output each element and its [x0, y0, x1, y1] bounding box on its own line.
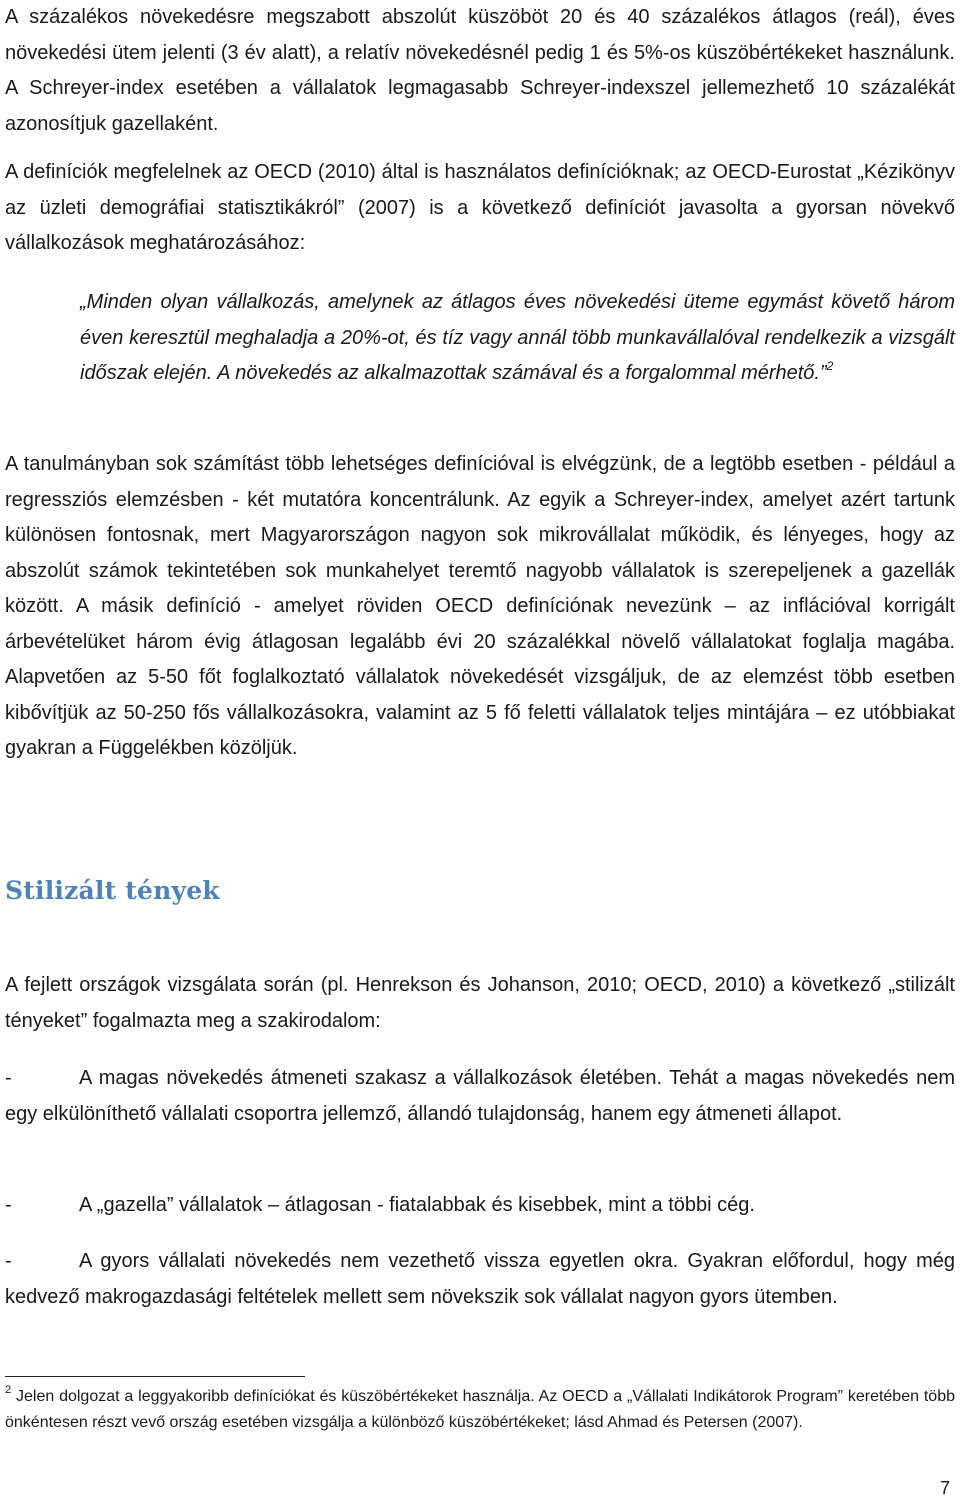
- bullet-dash: -: [5, 1194, 12, 1216]
- paragraph-definitions: A definíciók megfelelnek az OECD (2010) által is használatos definícióknak; az OECD-Eurostat „Kézikönyv az üzleti demográfiai statisztikákról” (2007) is a következő definíciót javasolta a gyorsan növekvő vállalkozások meghatározásához:: [5, 161, 955, 254]
- quote-text: „Minden olyan vállalkozás, amelynek az átlagos éves növekedési üteme egymást követő három éven keresztül meghaladja a 20%-ot, és tíz vagy annál több munkavállalóval rendelkezik a vizsgált időszak elején. A növekedés az alkalmazottak számával és a forgalommal mérhető.”: [80, 291, 955, 384]
- paragraph-methodology: A tanulmányban sok számítást több lehetséges definícióval is elvégzünk, de a legtöbb esetben - például a regressziós elemzésben - két mutatóra koncentrálunk. Az egyik a Schreyer-index, amelyet azért tartunk különösen fontosnak, mert Magyarországon nagyon sok mikrovállalat működik, és lényeges, hogy az abszolút számok tekintetében sok munkahelyet teremtő nagyobb vállalatok is szerepeljenek a gazellák között. A másik definíció - amelyet röviden OECD definíciónak nevezünk – az inflációval korrigált árbevételüket három évig átlagosan legalább évi 20 százalékkal növelő vállalatokat foglalja magába. Alapvetően az 5-50 főt foglalkoztató vállalatok növekedését vizsgáljuk, de az elemzést több esetben kibővítjük az 50-250 fős vállalkozásokra, valamint az 5 fő feletti vállalatok teljes mintájára – ez utóbbiakat gyakran a Függelékben közöljük.: [5, 453, 955, 759]
- list-item: [5, 1188, 955, 1224]
- list-item: [5, 1244, 955, 1315]
- footnote-ref: 2: [826, 359, 834, 373]
- list-item-text: A „gazella” vállalatok – átlagosan - fiatalabbak és kisebbek, mint a többi cég.: [79, 1194, 755, 1216]
- list-item-text: A gyors vállalati növekedés nem vezethető vissza egyetlen okra. Gyakran előfordul, hogy még kedvező makrogazdasági feltételek mellett sem növekszik sok vállalat nagyon gyors ütemben.: [5, 1250, 955, 1308]
- paragraph-thresholds: A százalékos növekedésre megszabott abszolút küszöböt 20 és 40 százalékos átlagos (reál), éves növekedési ütem jelenti (3 év alatt), a relatív növekedésnél pedig 1 és 5%-os küszöbértékeket használunk. A Schreyer-index esetében a vállalatok legmagasabb Schreyer-indexszel jellemezhető 10 százalékát azonosítjuk gazellaként.: [5, 6, 955, 135]
- footnote: [5, 1384, 955, 1436]
- paragraph-stylized-facts-intro: A fejlett országok vizsgálata során (pl. Henrekson és Johanson, 2010; OECD, 2010) a következő „stilizált tényeket” fogalmazta meg a szakirodalom:: [5, 974, 955, 1032]
- footnote-text: Jelen dolgozat a leggyakoribb definíciókat és küszöbértékeket használja. Az OECD a „Vállalati Indikátorok Program” keretében több önkéntesen részt vevő ország esetében vizsgálja a különböző küszöbértékeket; lásd Ahmad és Petersen (2007).: [5, 1388, 955, 1431]
- section-heading: Stilizált tények: [5, 876, 220, 905]
- page-number: 7: [939, 1478, 950, 1498]
- footnote-number: 2: [5, 1384, 12, 1396]
- list-item-text: A magas növekedés átmeneti szakasz a vállalkozások életében. Tehát a magas növekedés nem egy elkülöníthető vállalati csoportra jellemző, állandó tulajdonság, hanem egy átmeneti állapot.: [5, 1067, 955, 1125]
- footnote-separator: [5, 1376, 305, 1377]
- bullet-dash: -: [5, 1250, 12, 1272]
- bullet-dash: -: [5, 1067, 12, 1089]
- list-item: [5, 1061, 955, 1132]
- quote-oecd-definition: [80, 285, 955, 392]
